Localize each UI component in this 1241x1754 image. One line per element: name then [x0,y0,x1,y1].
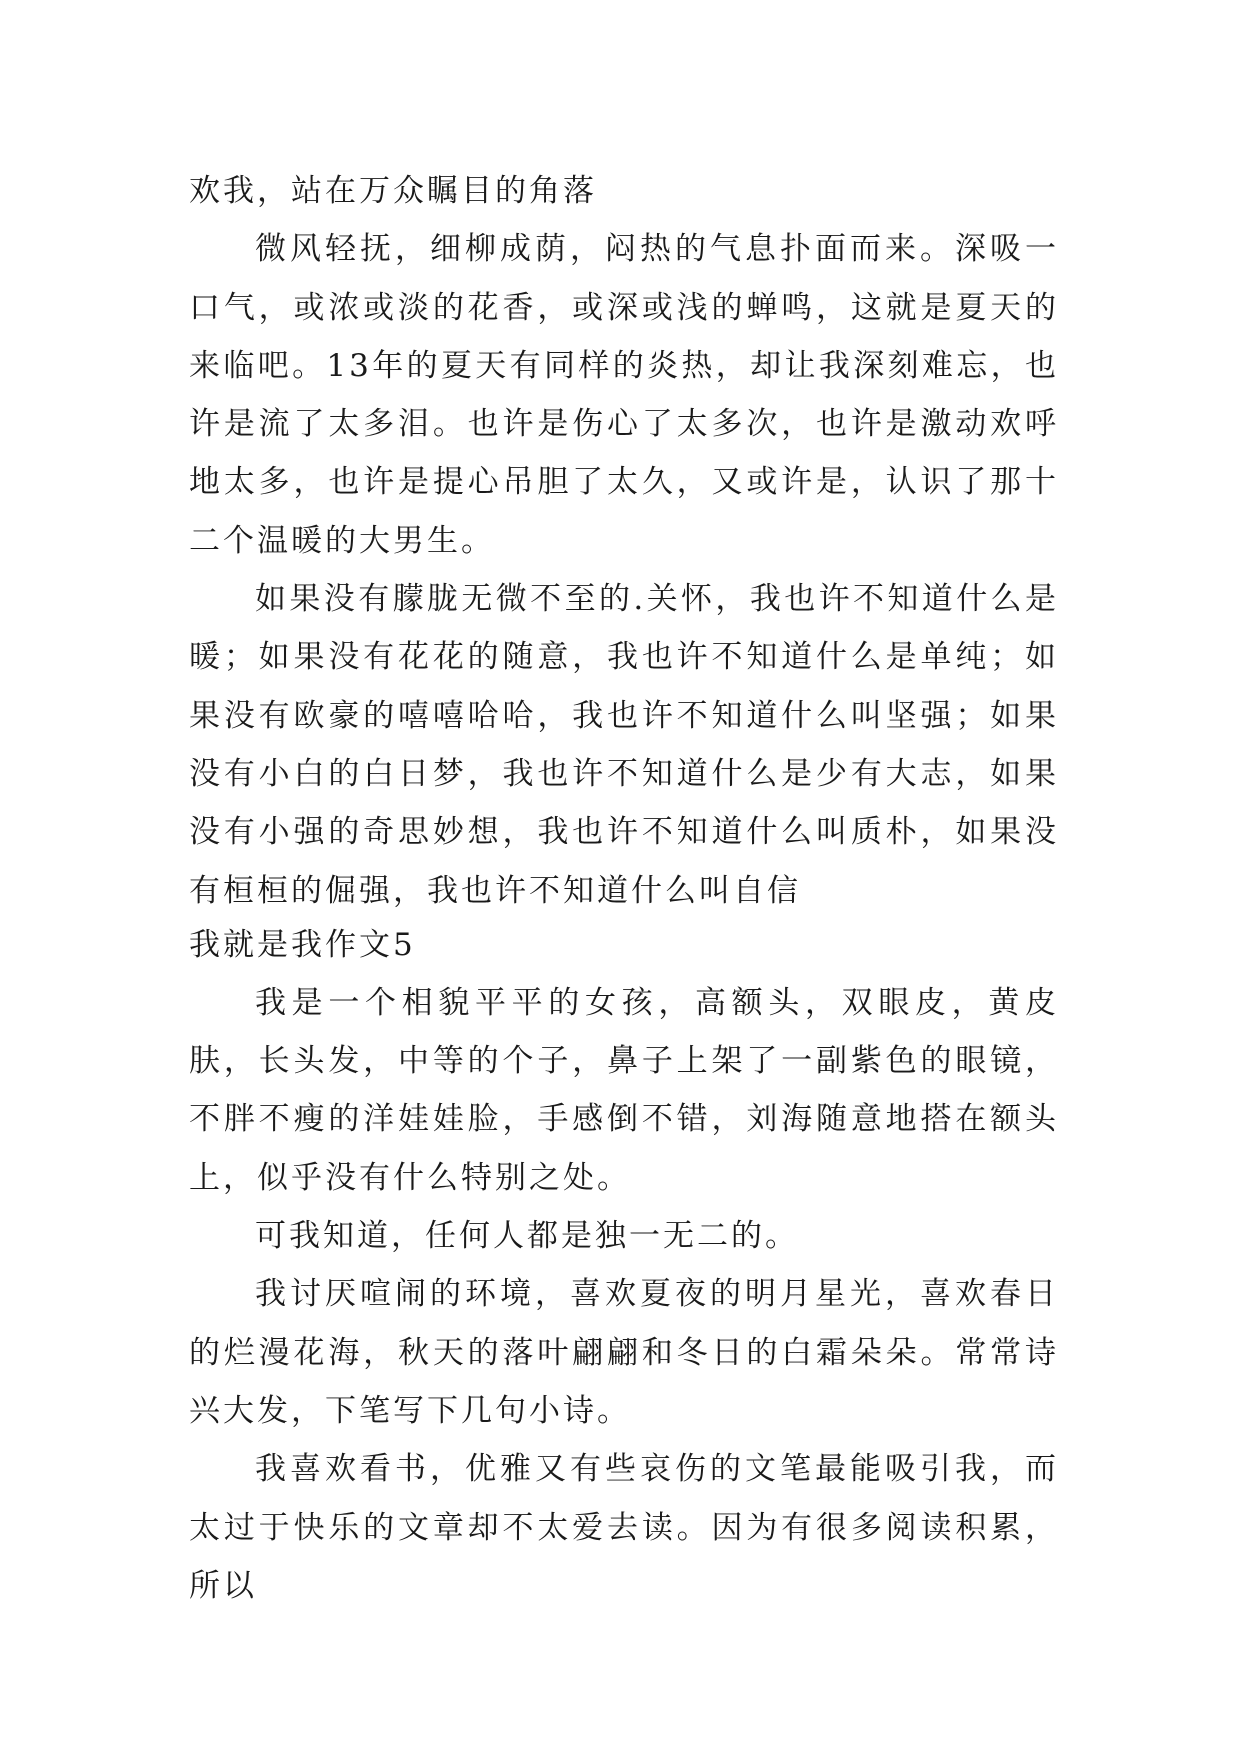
paragraph-reading: 我喜欢看书，优雅又有些哀伤的文笔最能吸引我，而太过于快乐的文章却不太爱去读。因为有很多阅读积累，所以 [189,1451,1059,1604]
section-heading: 我就是我作文5 [189,926,416,963]
paragraph-appearance: 我是一个相貌平平的女孩，高额头，双眼皮，黄皮肤，长头发，中等的个子，鼻子上架了一副紫色的眼镜，不胖不瘦的洋娃娃脸，手感倒不错，刘海随意地搭在额头上，似乎没有什么特别之处。 [189,984,1059,1196]
paragraph-summer: 微风轻抚，细柳成荫，闷热的气息扑面而来。深吸一口气，或浓或淡的花香，或深或浅的蝉鸣，这就是夏天的来临吧。13年的夏天有同样的炎热，却让我深刻难忘，也许是流了太多泪。也许是伤心了太多次，也许是激动欢呼地太多，也许是提心吊胆了太久，又或许是，认识了那十二个温暖的大男生。 [189,231,1059,559]
paragraph-unique: 可我知道，任何人都是独一无二的。 [255,1218,799,1255]
paragraph-likes: 我讨厌喧闹的环境，喜欢夏夜的明月星光，喜欢春日的烂漫花海，秋天的落叶翩翩和冬日的白霜朵朵。常常诗兴大发，下笔写下几句小诗。 [189,1276,1059,1429]
document-body [189,162,1059,1615]
paragraph-if-not: 如果没有朦胧无微不至的.关怀，我也许不知道什么是暖；如果没有花花的随意，我也许不知道什么是单纯；如果没有欧豪的嘻嘻哈哈，我也许不知道什么叫坚强；如果没有小白的白日梦，我也许不知道什么是少有大志，如果没有小强的奇思妙想，我也许不知道什么叫质朴，如果没有桓桓的倔强，我也许不知道什么叫自信 [189,581,1059,909]
paragraph-continued: 欢我，站在万众瞩目的角落 [189,173,597,209]
